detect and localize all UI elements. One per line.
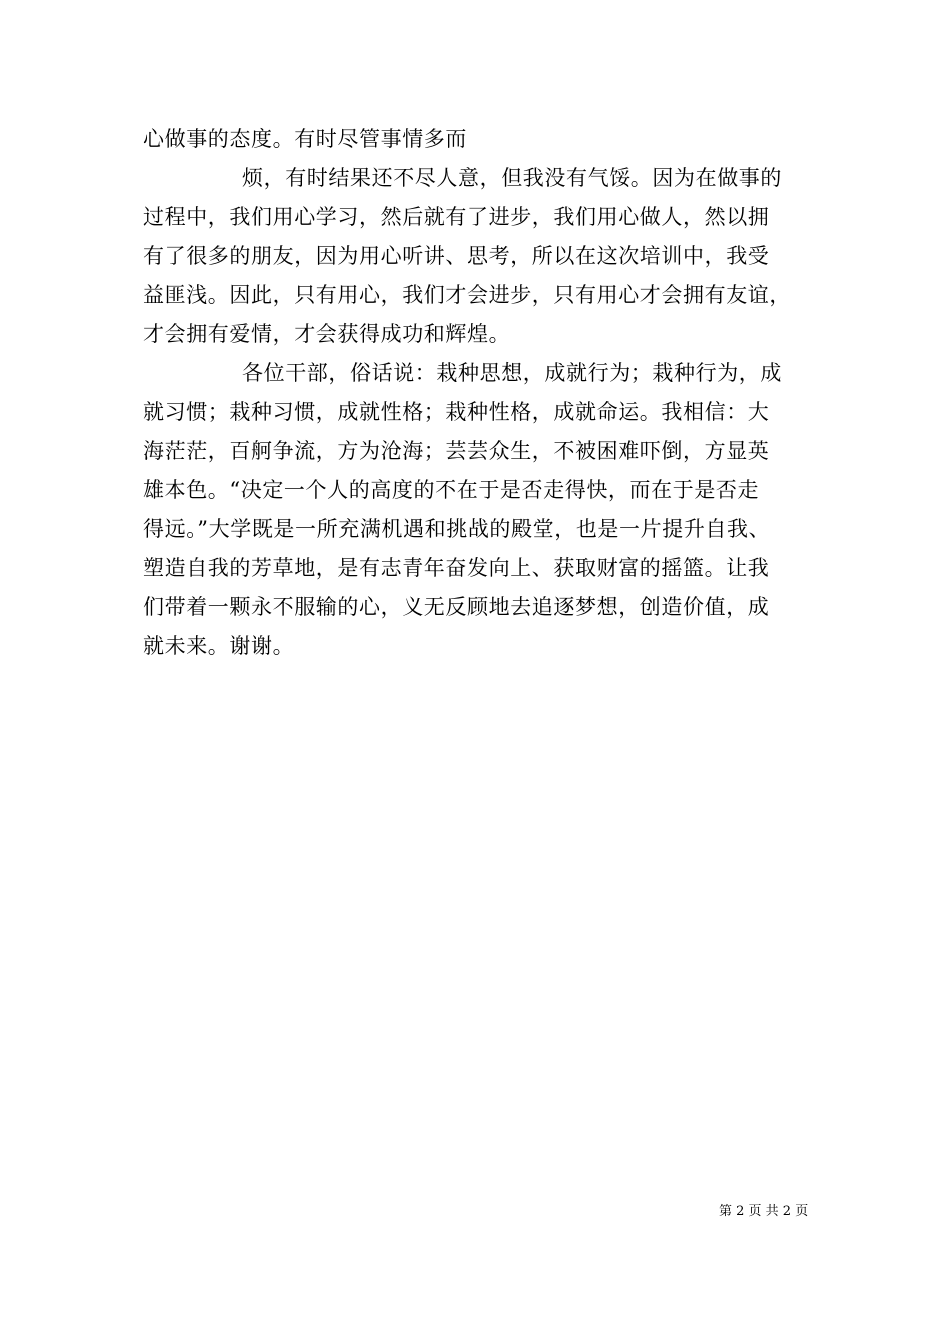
text-line: 烦，有时结果还不尽人意，但我没有气馁。因为在做事的 <box>242 166 782 190</box>
text-line: 益匪浅。因此，只有用心，我们才会进步，只有用心才会拥有友谊， <box>143 283 791 307</box>
text-line: 们带着一颗永不服输的心，义无反顾地去追逐梦想，创造价值，成 <box>143 595 770 619</box>
text-line: 才会拥有爱情，才会获得成功和辉煌。 <box>143 322 511 346</box>
text-line: 有了很多的朋友，因为用心听讲、思考，所以在这次培训中，我受 <box>143 244 770 268</box>
text-line: 心做事的态度。有时尽管事情多而 <box>143 127 467 151</box>
text-line: 雄本色。“决定一个人的高度的不在于是否走得快，而在于是否走 <box>143 478 760 502</box>
text-line: 得远。”大学既是一所充满机遇和挑战的殿堂，也是一片提升自我、 <box>143 517 771 541</box>
text-line: 过程中，我们用心学习，然后就有了进步，我们用心做人，然以拥 <box>143 205 770 229</box>
text-line: 海茫茫，百舸争流，方为沧海；芸芸众生，不被困难吓倒，方显英 <box>143 439 770 463</box>
document-body <box>143 120 823 666</box>
text-line: 就习惯；栽种习惯，成就性格；栽种性格，成就命运。我相信：大 <box>143 400 770 424</box>
text-line: 塑造自我的芳草地，是有志青年奋发向上、获取财富的摇篮。让我 <box>143 556 770 580</box>
text-line: 各位干部，俗话说：栽种思想，成就行为；栽种行为，成 <box>242 361 782 385</box>
text-line: 就未来。谢谢。 <box>143 634 295 658</box>
page-number: 第 2 页 共 2 页 <box>719 1204 809 1219</box>
